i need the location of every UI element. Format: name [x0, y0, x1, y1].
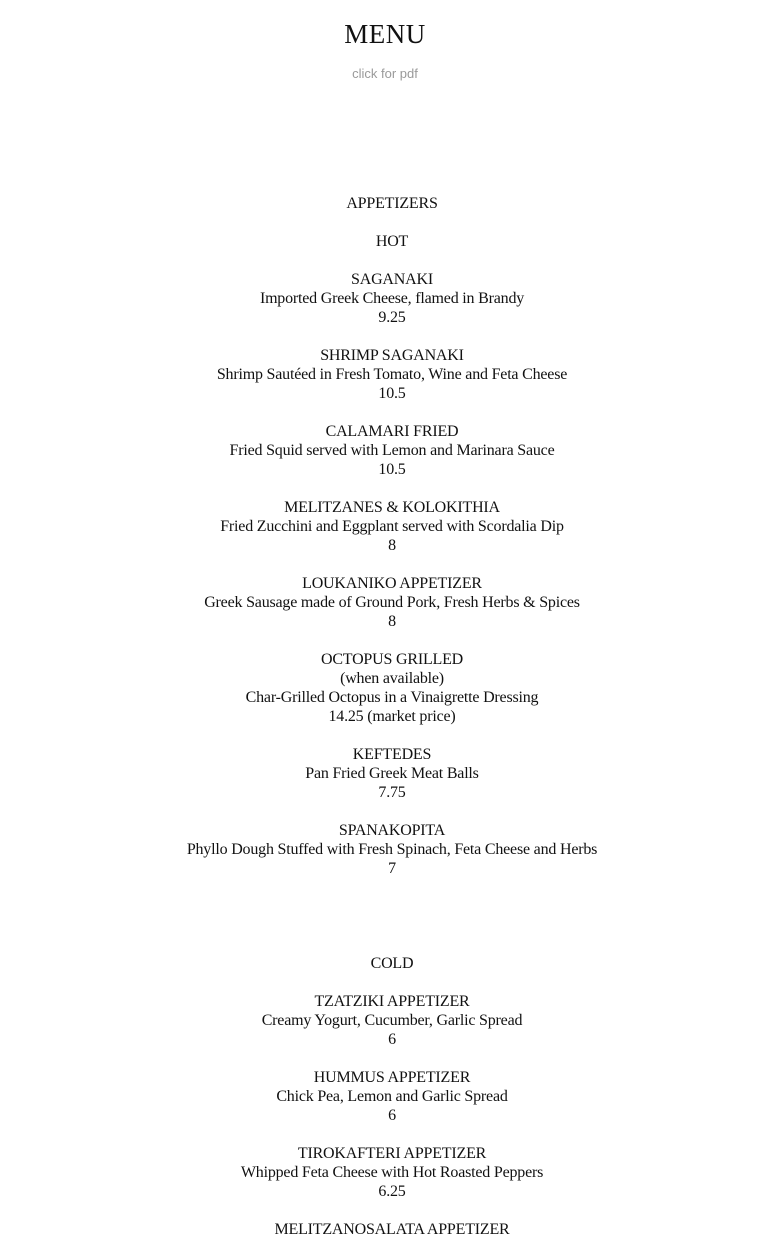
menu-item	[0, 745, 770, 802]
menu-item-name: LOUKANIKO APPETIZER	[302, 575, 482, 592]
menu-item	[0, 821, 770, 878]
section-heading-appetizers: APPETIZERS	[346, 195, 438, 212]
menu-item-price: 7	[388, 860, 396, 877]
pdf-link[interactable]: click for pdf	[352, 66, 418, 81]
page-title: MENU	[344, 19, 426, 49]
menu-item-description: Greek Sausage made of Ground Pork, Fresh Herbs & Spices	[204, 594, 580, 611]
menu-item-description: (when available)	[340, 670, 444, 687]
menu-item-description: Whipped Feta Cheese with Hot Roasted Peppers	[240, 1164, 544, 1181]
menu-item-price: 7.75	[378, 784, 406, 801]
menu-item-name: MELITZANES & KOLOKITHIA	[284, 499, 500, 516]
sub-heading-hot: HOT	[375, 233, 409, 250]
cold-items-list	[0, 992, 770, 1239]
hot-items-list	[0, 270, 770, 878]
menu-item	[0, 1144, 770, 1201]
menu-item-description: Shrimp Sautéed in Fresh Tomato, Wine and Feta Cheese	[216, 366, 568, 383]
menu-item-price: 8	[388, 537, 396, 554]
menu-item-name: TIROKAFTERI APPETIZER	[297, 1145, 487, 1162]
menu-item-price: 8	[388, 613, 396, 630]
menu-item	[0, 1068, 770, 1125]
menu-item	[0, 270, 770, 327]
menu-item-name: SHRIMP SAGANAKI	[320, 347, 464, 364]
sub-heading-cold: COLD	[370, 955, 414, 972]
menu-item-name: CALAMARI FRIED	[325, 423, 459, 440]
menu-item-name: SAGANAKI	[351, 271, 433, 288]
menu-item	[0, 650, 770, 726]
menu-item-name: KEFTEDES	[352, 746, 432, 763]
menu-item-price: 9.25	[378, 309, 406, 326]
section-gap	[0, 897, 770, 954]
menu-item-description: Imported Greek Cheese, flamed in Brandy	[259, 290, 525, 307]
menu-item-description: Char-Grilled Octopus in a Vinaigrette Dressing	[245, 689, 539, 706]
menu-item-name: OCTOPUS GRILLED	[320, 651, 464, 668]
menu-item-price: 6	[388, 1031, 396, 1048]
menu-item	[0, 498, 770, 555]
menu-item-price: 6.25	[378, 1183, 406, 1200]
menu-item	[0, 574, 770, 631]
menu-item	[0, 992, 770, 1049]
menu-item-description: Phyllo Dough Stuffed with Fresh Spinach, Feta Cheese and Herbs	[186, 841, 598, 858]
menu-item-name: SPANAKOPITA	[338, 822, 446, 839]
menu-item	[0, 346, 770, 403]
menu-body	[0, 194, 770, 1258]
menu-item-name: TZATZIKI APPETIZER	[314, 993, 470, 1010]
menu-item	[0, 422, 770, 479]
menu-item-price: 6	[388, 1107, 396, 1124]
menu-item	[0, 1220, 770, 1239]
menu-item-price: 14.25 (market price)	[328, 708, 456, 725]
menu-item-price: 10.5	[378, 461, 406, 478]
menu-item-description: Creamy Yogurt, Cucumber, Garlic Spread	[261, 1012, 523, 1029]
menu-item-price: 10.5	[378, 385, 406, 402]
menu-item-name: HUMMUS APPETIZER	[313, 1069, 471, 1086]
menu-item-description: Fried Zucchini and Eggplant served with Scordalia Dip	[220, 518, 564, 535]
menu-item-description: Fried Squid served with Lemon and Marinara Sauce	[229, 442, 555, 459]
menu-item-description: Chick Pea, Lemon and Garlic Spread	[276, 1088, 508, 1105]
menu-item-name: MELITZANOSALATA APPETIZER	[274, 1221, 510, 1238]
menu-item-description: Pan Fried Greek Meat Balls	[305, 765, 479, 782]
